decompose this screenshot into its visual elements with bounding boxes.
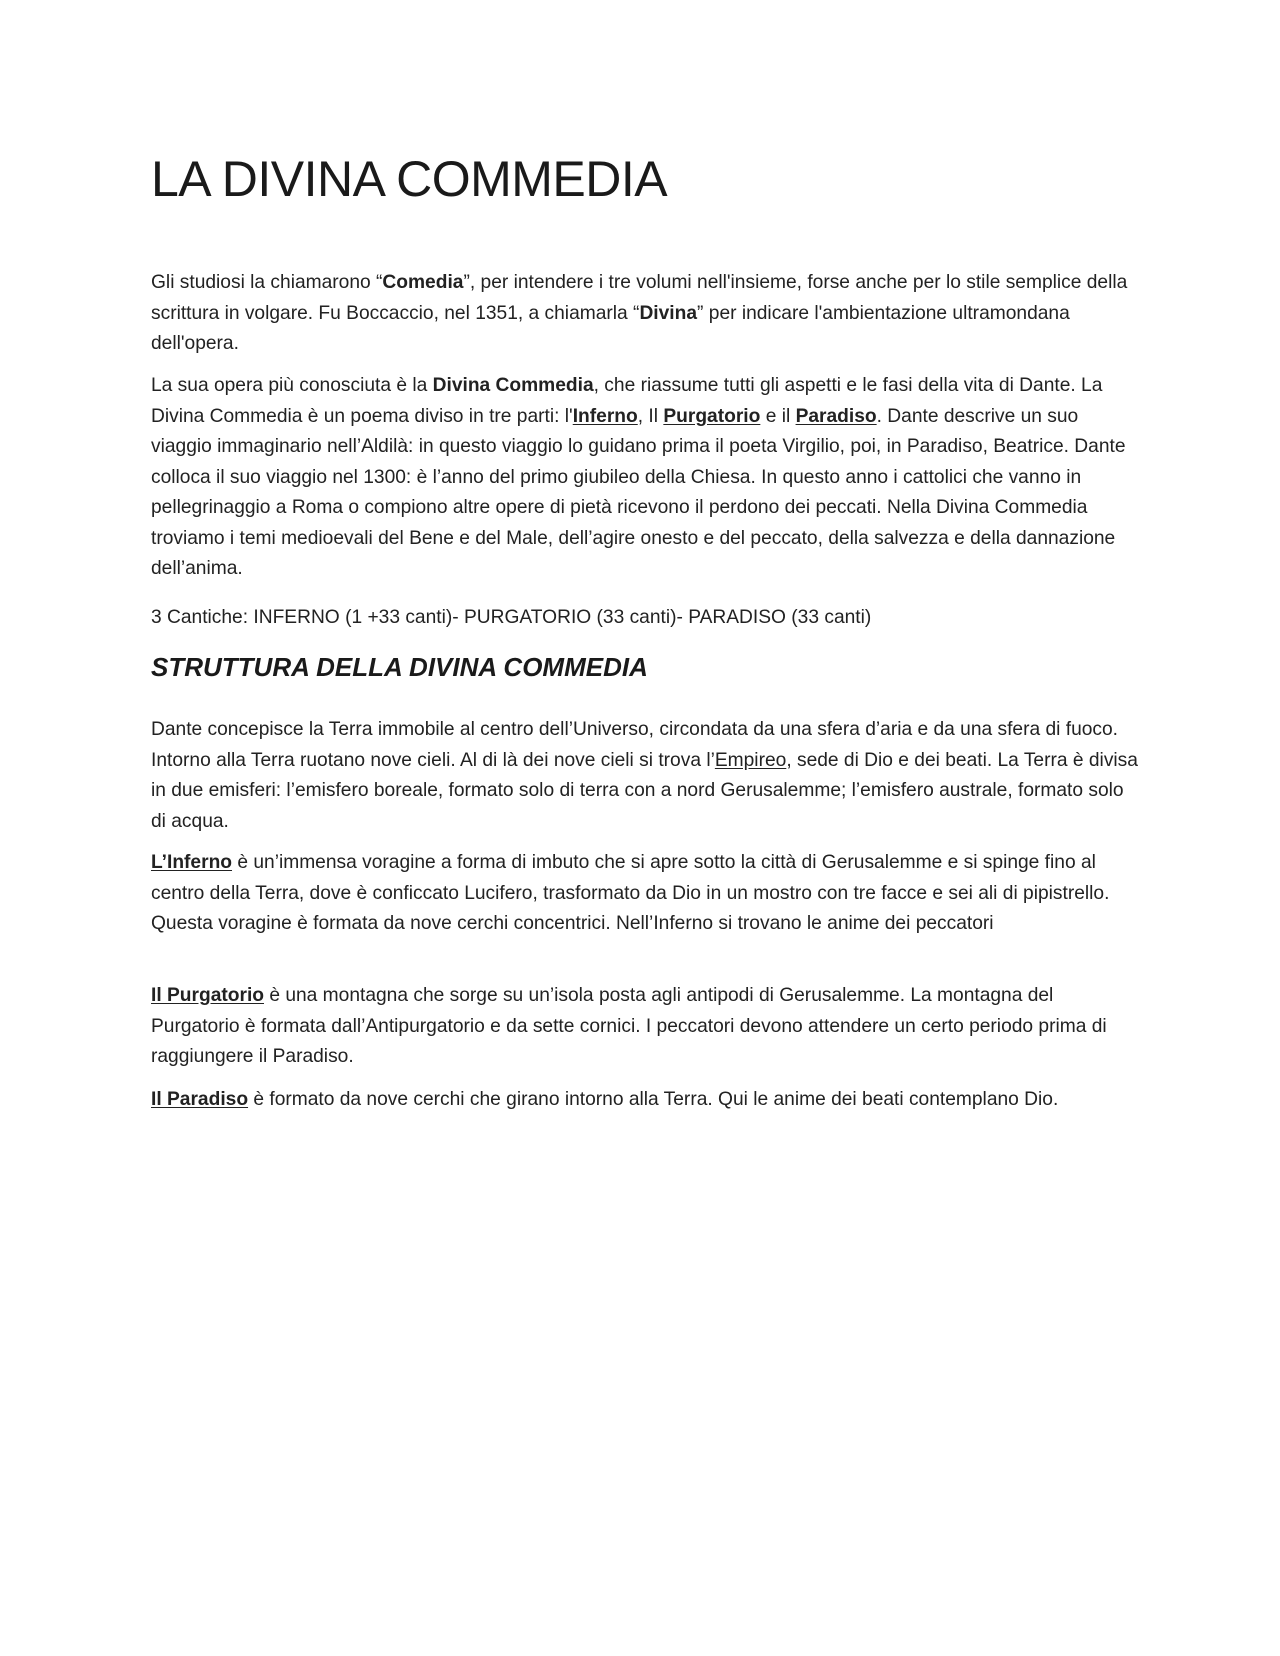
term-l-inferno: L’Inferno	[151, 852, 233, 873]
paragraph-purgatorio	[151, 981, 1141, 1073]
paragraph-comedia-name	[151, 268, 1141, 360]
paragraph-divina-commedia	[151, 371, 1141, 585]
text-run: Gli studiosi la chiamarono “	[151, 272, 383, 293]
term-il-purgatorio: Il Purgatorio	[151, 985, 264, 1006]
term-empireo: Empireo	[714, 749, 787, 771]
text-run: , Il	[637, 405, 664, 427]
term-paradiso: Paradiso	[795, 405, 877, 427]
text-run: , sede di Dio e dei beati. La Terra è divisa in due emisferi: l’emisfero boreale, formato solo di terra con a nord Gerusalemme; l’emisfero australe, formato solo di acqua.	[151, 749, 1138, 832]
paragraph-inferno	[151, 848, 1141, 940]
bold-term-comedia: Comedia	[382, 272, 464, 293]
document-title: LA DIVINA COMMEDIA	[151, 151, 668, 207]
text-run: . Dante descrive un suo viaggio immaginario nell’Aldilà: in questo viaggio lo guidano prima il poeta Virgilio, poi, in Paradiso, Beatrice. Dante colloca il suo viaggio nel 1300: è l’anno del primo giubileo della Chiesa. In questo anno i cattolici che vanno in pellegrinaggio a Roma o compiono altre opere di pietà ricevono il perdono dei peccati. Nella Divina Commedia troviamo i temi medioevali del Bene e del Male, dell’agire onesto e del peccato, della salvezza e della dannazione dell’anima.	[151, 405, 1126, 579]
text-run: La sua opera più conosciuta è la	[151, 375, 433, 396]
bold-term-divina: Divina	[639, 302, 698, 324]
section-heading-struttura: STRUTTURA DELLA DIVINA COMMEDIA	[151, 652, 648, 682]
bold-term-divina-commedia: Divina Commedia	[432, 375, 594, 396]
term-il-paradiso: Il Paradiso	[151, 1089, 249, 1110]
text-run: ”, per intendere i tre volumi nell'insieme, forse anche per lo stile semplice della scrittura in volgare. Fu Boccaccio, nel 1351, a chiamarla “	[151, 272, 1128, 324]
text-run: è un’immensa voragine a forma di imbuto che si apre sotto la città di Gerusalemme e si spinge fino al centro della Terra, dove è conficcato Lucifero, trasformato da Dio in un mostro con tre facce e sei ali di pipistrello. Questa voragine è formata da nove cerchi concentrici. Nell’Inferno si trovano le anime dei peccatori	[151, 852, 1110, 934]
paragraph-cantiche: 3 Cantiche: INFERNO (1 +33 canti)- PURGATORIO (33 canti)- PARADISO (33 canti)	[151, 607, 872, 628]
term-inferno: Inferno	[572, 405, 638, 427]
text-run: ” per indicare l'ambientazione ultramondana dell'opera.	[151, 302, 1070, 354]
term-purgatorio: Purgatorio	[663, 405, 761, 427]
paragraph-paradiso	[151, 1085, 1141, 1116]
text-run: e il	[760, 405, 796, 427]
text-run: è una montagna che sorge su un’isola posta agli antipodi di Gerusalemme. La montagna del Purgatorio è formata dall’Antipurgatorio e da sette cornici. I peccatori devono attendere un certo periodo prima di raggiungere il Paradiso.	[151, 985, 1107, 1067]
text-run: Dante concepisce la Terra immobile al centro dell’Universo, circondata da una sfera d’aria e da una sfera di fuoco. Intorno alla Terra ruotano nove cieli. Al di là dei nove cieli si trova l’	[151, 719, 1119, 771]
paragraph-struttura	[151, 715, 1141, 837]
text-run: , che riassume tutti gli aspetti e le fasi della vita di Dante. La Divina Commedia è un poema diviso in tre parti: l'	[151, 375, 1103, 427]
text-run: è formato da nove cerchi che girano intorno alla Terra. Qui le anime dei beati contemplano Dio.	[248, 1089, 1059, 1110]
